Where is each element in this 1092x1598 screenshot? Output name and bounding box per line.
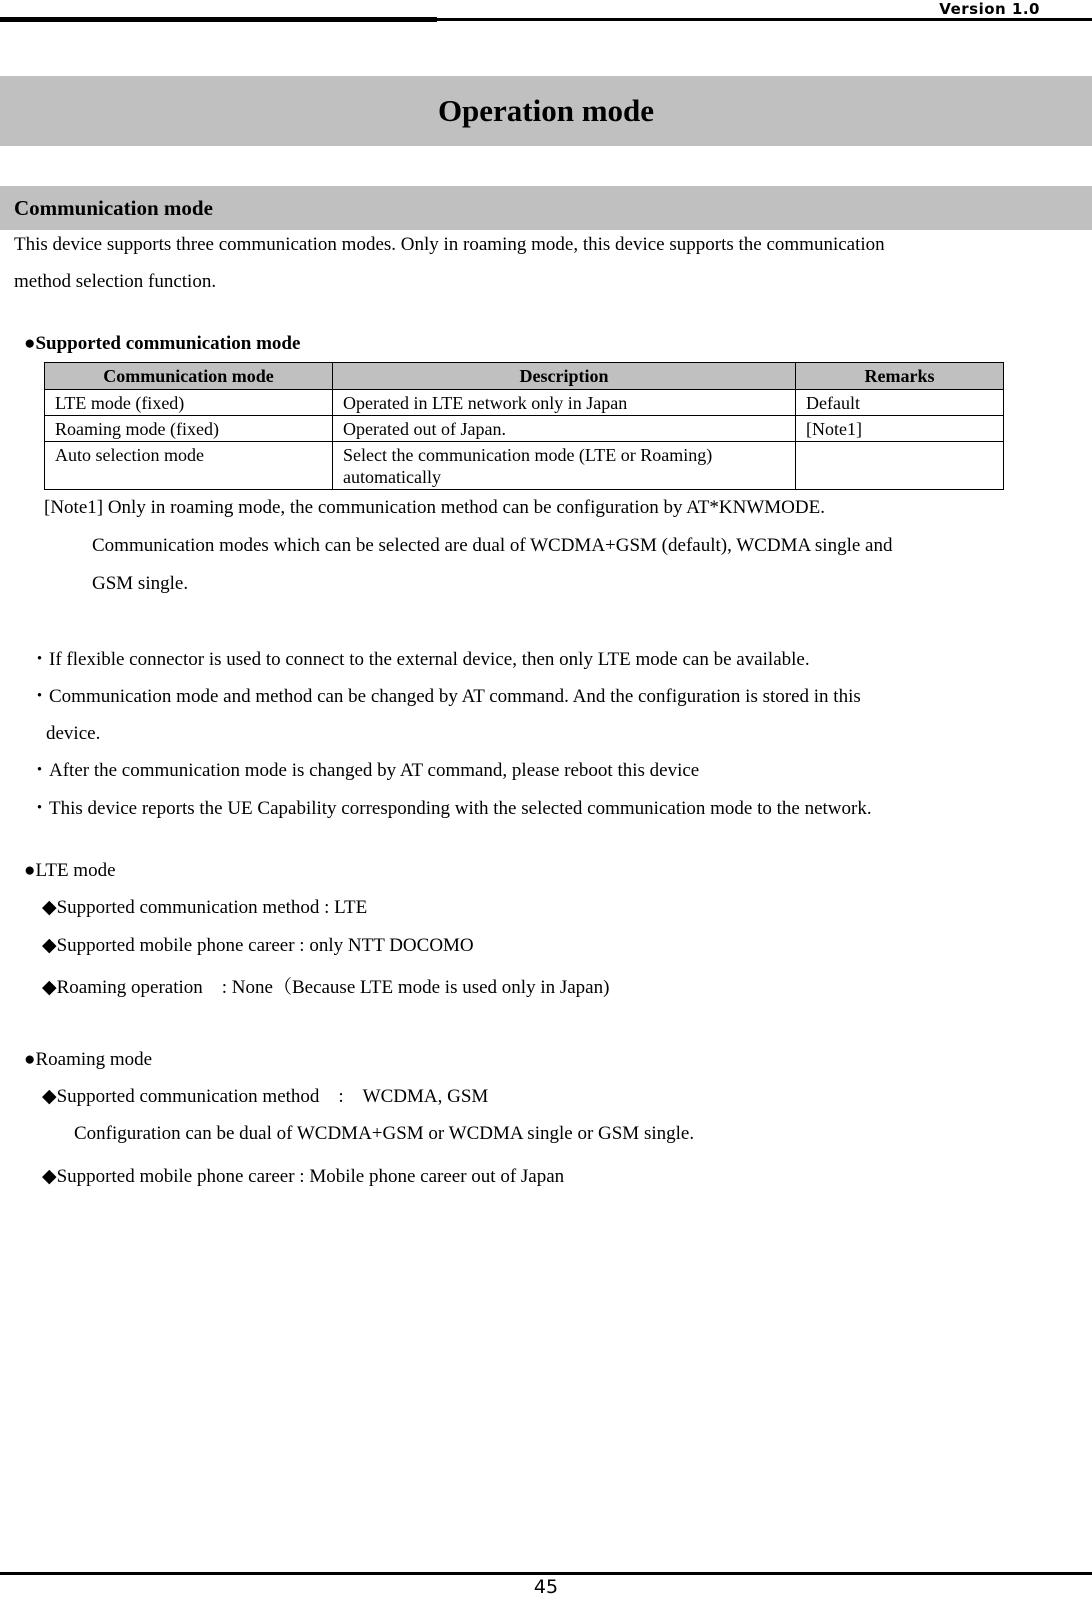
table-cell: LTE mode (fixed) xyxy=(45,390,333,416)
supported-heading: ●Supported communication mode xyxy=(24,333,301,354)
table-cell: Operated in LTE network only in Japan xyxy=(333,390,796,416)
intro-line-1: This device supports three communication modes. Only in roaming mode, this device supports the communication xyxy=(14,234,885,255)
lte-roaming-item: ◆Roaming operation : None（Because LTE mode is used only in Japan) xyxy=(42,977,610,998)
table-row xyxy=(45,390,1004,416)
table-cell xyxy=(796,442,1004,490)
lte-career-item: ◆Supported mobile phone career : only NTT DOCOMO xyxy=(42,935,474,956)
table-row xyxy=(45,416,1004,442)
table-row xyxy=(45,442,1004,490)
roaming-career-item: ◆Supported mobile phone career : Mobile phone career out of Japan xyxy=(42,1166,565,1187)
roaming-mode-heading: ●Roaming mode xyxy=(24,1049,153,1070)
bullet-reboot: ・After the communication mode is changed by AT command, please reboot this device xyxy=(30,760,700,781)
footer-rule xyxy=(0,1572,1092,1575)
note1-line-2: Communication modes which can be selected are dual of WCDMA+GSM (default), WCDMA single and xyxy=(92,535,893,556)
bullet-at-command-line-2: device. xyxy=(46,723,101,744)
roaming-method-item: ◆Supported communication method : WCDMA, GSM xyxy=(42,1086,489,1107)
page-title-band xyxy=(0,76,1092,146)
version-label: Version 1.0 xyxy=(939,0,1040,18)
roaming-configuration-note: Configuration can be dual of WCDMA+GSM or WCDMA single or GSM single. xyxy=(74,1123,695,1144)
section-heading: Communication mode xyxy=(14,195,213,220)
lte-method-item: ◆Supported communication method : LTE xyxy=(42,897,368,918)
page-title: Operation mode xyxy=(437,93,655,128)
table-header-cell: Communication mode xyxy=(45,363,333,390)
lte-mode-heading: ●LTE mode xyxy=(24,860,116,881)
table-cell: Auto selection mode xyxy=(45,442,333,490)
bullet-ue-capability: ・This device reports the UE Capability corresponding with the selected communication mode to the network. xyxy=(30,798,872,819)
bullet-at-command-line-1: ・Communication mode and method can be changed by AT command. And the configuration is stored in this xyxy=(30,686,861,707)
intro-line-2: method selection function. xyxy=(14,271,217,292)
table-header-cell: Description xyxy=(333,363,796,390)
note1-line-1: [Note1] Only in roaming mode, the communication method can be configuration by AT*KNWMODE. xyxy=(44,497,825,518)
table-cell: Roaming mode (fixed) xyxy=(45,416,333,442)
bullet-flexible-connector: ・If flexible connector is used to connect to the external device, then only LTE mode can be available. xyxy=(30,649,810,670)
table-cell: Default xyxy=(796,390,1004,416)
table-cell: [Note1] xyxy=(796,416,1004,442)
communication-mode-table xyxy=(44,362,1004,490)
header-rule-accent xyxy=(0,17,437,22)
table-header-row xyxy=(45,363,1004,390)
section-heading-band xyxy=(0,186,1092,230)
table-header-cell: Remarks xyxy=(796,363,1004,390)
table-cell: Operated out of Japan. xyxy=(333,416,796,442)
note1-line-3: GSM single. xyxy=(92,573,189,594)
table-cell: Select the communication mode (LTE or Roaming) automatically xyxy=(333,442,796,490)
page-number: 45 xyxy=(533,1576,559,1598)
